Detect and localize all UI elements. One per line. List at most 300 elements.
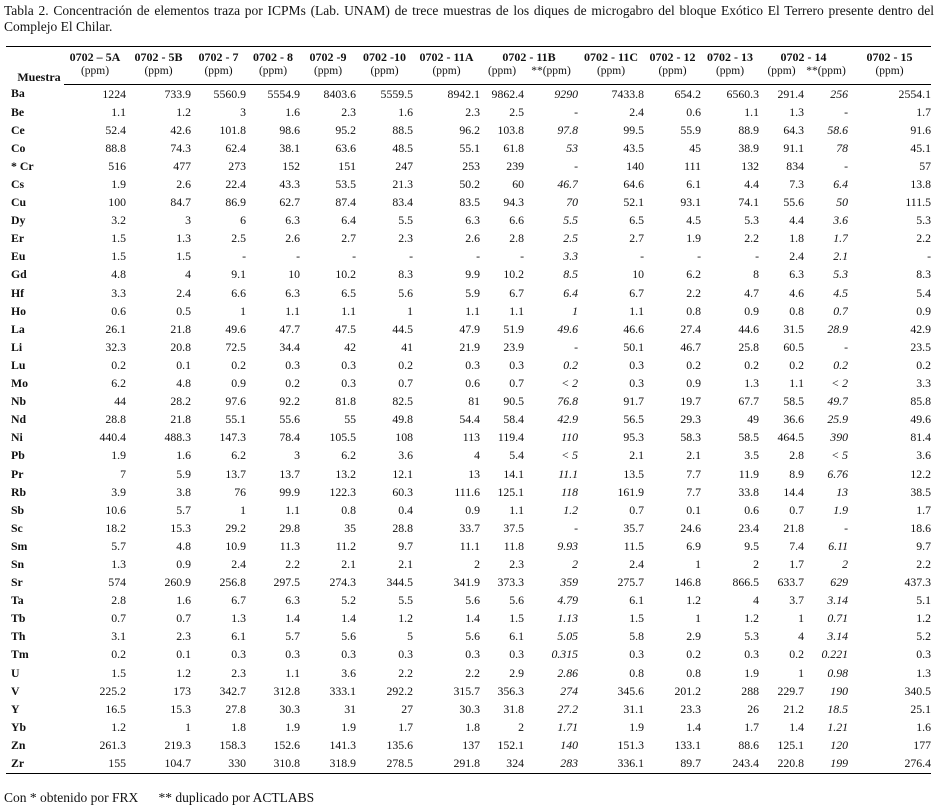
value-cell: 1 (798, 665, 804, 680)
value-cell: 4 (753, 593, 759, 608)
value-cell: 4.8 (176, 538, 191, 553)
value-cell: 88.5 (392, 122, 413, 137)
value-cell: 161.9 (617, 484, 644, 499)
value-cell: 12.2 (910, 466, 931, 481)
table-row (6, 646, 931, 664)
value-cell: 87.4 (335, 195, 356, 210)
value-cell: 49.8 (392, 412, 413, 427)
value-cell: 10.6 (105, 502, 126, 517)
value-cell: 6.3 (789, 267, 804, 282)
value-cell: 7.4 (789, 538, 804, 553)
duplicate-value-cell: 0.2 (563, 357, 578, 372)
value-cell: 229.7 (777, 683, 804, 698)
value-cell: 0.2 (111, 647, 126, 662)
value-cell: 5.5 (398, 213, 413, 228)
value-cell: 42 (344, 339, 356, 354)
value-cell: 274.3 (329, 575, 356, 590)
duplicate-value-cell: 629 (830, 575, 848, 590)
column-header-sample: 0702 – 5A (64, 47, 126, 66)
value-cell: 341.9 (453, 575, 480, 590)
duplicate-value-cell: 4.79 (557, 593, 578, 608)
value-cell: 21.8 (170, 321, 191, 336)
value-cell: 20.8 (170, 339, 191, 354)
duplicate-value-cell: 18.5 (827, 701, 848, 716)
value-cell: 4.4 (789, 213, 804, 228)
value-cell: 6.1 (509, 629, 524, 644)
value-cell: 1.1 (285, 502, 300, 517)
value-cell: - (296, 249, 300, 264)
table-row (6, 537, 931, 555)
duplicate-value-cell: - (844, 520, 848, 535)
value-cell: - (409, 249, 413, 264)
value-cell: 6.7 (231, 593, 246, 608)
value-cell: 1224 (102, 86, 126, 101)
value-cell: 103.8 (497, 122, 524, 137)
value-cell: 0.3 (398, 647, 413, 662)
value-cell: 0.3 (285, 357, 300, 372)
duplicate-value-cell: 0.7 (833, 303, 848, 318)
value-cell: 2.5 (231, 231, 246, 246)
value-cell: 0.6 (111, 303, 126, 318)
value-cell: 2.3 (176, 629, 191, 644)
element-label: Th (11, 629, 26, 644)
element-label: V (11, 683, 20, 698)
value-cell: 13.2 (335, 466, 356, 481)
value-cell: 132 (741, 158, 759, 173)
value-cell: 13.7 (279, 466, 300, 481)
value-cell: 55.9 (680, 122, 701, 137)
value-cell: 86.9 (225, 195, 246, 210)
value-cell: 58.5 (738, 430, 759, 445)
value-cell: 243.4 (701, 754, 759, 773)
value-cell: 84.7 (170, 195, 191, 210)
value-cell: 2.6 (285, 231, 300, 246)
value-cell: 23.3 (680, 701, 701, 716)
value-cell: 60.5 (783, 339, 804, 354)
value-cell: 1.7 (916, 104, 931, 119)
value-cell: 0.9 (176, 556, 191, 571)
value-cell: 6.6 (509, 213, 524, 228)
value-cell: 1.7 (744, 719, 759, 734)
value-cell: 0.2 (916, 357, 931, 372)
value-cell: 247 (395, 158, 413, 173)
duplicate-value-cell: 58.6 (827, 122, 848, 137)
column-header-unit: (ppm) (300, 65, 356, 85)
table-row (6, 429, 931, 447)
value-cell: 2.3 (509, 556, 524, 571)
value-cell: 61.8 (503, 140, 524, 155)
duplicate-value-cell: 27.2 (557, 701, 578, 716)
value-cell: 111 (684, 158, 701, 173)
value-cell: 11.5 (623, 538, 644, 553)
value-cell: 8942.1 (447, 86, 480, 101)
value-cell: 0.7 (176, 611, 191, 626)
value-cell: 5.8 (629, 629, 644, 644)
value-cell: 0.8 (789, 303, 804, 318)
element-label: Zn (11, 737, 26, 752)
value-cell: 0.3 (285, 647, 300, 662)
value-cell: 25.8 (738, 339, 759, 354)
value-cell: 49.6 (225, 321, 246, 336)
value-cell: 342.7 (219, 683, 246, 698)
duplicate-value-cell: 0.221 (821, 647, 848, 662)
value-cell: 1.9 (111, 177, 126, 192)
value-cell: 0.6 (744, 502, 759, 517)
value-cell: 6560.3 (726, 86, 759, 101)
value-cell: 15.3 (170, 520, 191, 535)
value-cell: 35.7 (623, 520, 644, 535)
value-cell: 0.2 (686, 357, 701, 372)
value-cell: 1.4 (686, 719, 701, 734)
table-row (6, 718, 931, 736)
value-cell: 0.4 (398, 502, 413, 517)
duplicate-value-cell: 3.3 (563, 249, 578, 264)
value-cell: 1.5 (629, 611, 644, 626)
value-cell: 45.1 (910, 140, 931, 155)
value-cell: 135.6 (386, 737, 413, 752)
value-cell: 1.3 (231, 611, 246, 626)
value-cell: 0.3 (231, 647, 246, 662)
value-cell: 1.1 (744, 104, 759, 119)
value-cell: 92.2 (279, 394, 300, 409)
value-cell: 104.7 (126, 754, 191, 773)
value-cell: 30.3 (459, 701, 480, 716)
value-cell: 152.6 (273, 737, 300, 752)
duplicate-value-cell: 76.8 (557, 394, 578, 409)
table-row (6, 519, 931, 537)
table-row (6, 754, 931, 773)
value-cell: 0.3 (341, 376, 356, 391)
value-cell: 35 (344, 520, 356, 535)
value-cell: 72.5 (225, 339, 246, 354)
duplicate-value-cell: 199 (804, 754, 848, 773)
value-cell: 6.3 (285, 593, 300, 608)
value-cell: 0.3 (916, 647, 931, 662)
column-header-unit: (ppm) (848, 65, 931, 85)
value-cell: 1.7 (398, 719, 413, 734)
value-cell: 1.5 (176, 249, 191, 264)
duplicate-value-cell: 28.9 (827, 321, 848, 336)
value-cell: 42.9 (910, 321, 931, 336)
value-cell: 5554.9 (267, 86, 300, 101)
duplicate-value-cell: 0.98 (827, 665, 848, 680)
value-cell: 7433.8 (611, 86, 644, 101)
value-cell: 2.2 (744, 231, 759, 246)
element-label: Sn (11, 556, 25, 571)
value-cell: 2.2 (285, 556, 300, 571)
value-cell: 834 (786, 158, 804, 173)
column-header-unit: (ppm) (356, 65, 413, 85)
value-cell: 44.6 (738, 321, 759, 336)
value-cell: 74.3 (170, 140, 191, 155)
element-label: Tb (11, 611, 26, 626)
value-cell: 38.5 (910, 484, 931, 499)
value-cell: 3.6 (398, 448, 413, 463)
value-cell: 45 (689, 140, 701, 155)
value-cell: 6.7 (509, 285, 524, 300)
value-cell: 62.4 (225, 140, 246, 155)
duplicate-value-cell: 3.14 (827, 629, 848, 644)
value-cell: 1 (185, 719, 191, 734)
duplicate-value-cell: < 5 (561, 448, 578, 463)
value-cell: 58.4 (503, 412, 524, 427)
value-cell: 52.1 (623, 195, 644, 210)
duplicate-value-cell: 6.4 (833, 177, 848, 192)
value-cell: 6.3 (285, 213, 300, 228)
table-footnote: Con * obtenido por FRX ** duplicado por ACTLABS (4, 790, 315, 805)
element-label: Tm (11, 647, 29, 662)
value-cell: 5.6 (465, 593, 480, 608)
value-cell: 1.8 (465, 719, 480, 734)
value-cell: 0.2 (111, 357, 126, 372)
value-cell: 3.3 (111, 285, 126, 300)
value-cell: 276.4 (848, 754, 931, 773)
value-cell: 90.5 (503, 394, 524, 409)
value-cell: 4.8 (176, 376, 191, 391)
duplicate-value-cell: 1 (572, 303, 578, 318)
value-cell: 74.1 (738, 195, 759, 210)
value-cell: 14.4 (783, 484, 804, 499)
value-cell: 4.6 (789, 285, 804, 300)
value-cell: 16.5 (105, 701, 126, 716)
value-cell: 8.3 (916, 267, 931, 282)
value-cell: 31.1 (623, 701, 644, 716)
value-cell: 91.6 (910, 122, 931, 137)
value-cell: 0.3 (509, 357, 524, 372)
value-cell: 140 (626, 158, 644, 173)
value-cell: 0.9 (916, 303, 931, 318)
value-cell: 3.7 (789, 593, 804, 608)
value-cell: 0.2 (686, 647, 701, 662)
element-label: Co (11, 140, 26, 155)
duplicate-value-cell: 283 (524, 754, 578, 773)
table-row (6, 483, 931, 501)
table-row (6, 103, 931, 121)
value-cell: 4.5 (686, 213, 701, 228)
element-label: Rb (11, 484, 27, 499)
value-cell: 1.9 (285, 719, 300, 734)
value-cell: 6.2 (341, 448, 356, 463)
value-cell: 19.7 (680, 394, 701, 409)
value-cell: 9.1 (231, 267, 246, 282)
value-cell: 5.6 (465, 629, 480, 644)
value-cell: 5.4 (916, 285, 931, 300)
duplicate-value-cell: 42.9 (557, 412, 578, 427)
value-cell: 9.9 (465, 267, 480, 282)
value-cell: 151.3 (617, 737, 644, 752)
value-cell: 30.3 (279, 701, 300, 716)
table-row (6, 266, 931, 284)
value-cell: 6.3 (465, 213, 480, 228)
value-cell: 239 (506, 158, 524, 173)
duplicate-value-cell: 2.1 (833, 249, 848, 264)
value-cell: 333.1 (329, 683, 356, 698)
duplicate-value-cell: - (844, 158, 848, 173)
value-cell: 55.6 (279, 412, 300, 427)
table-row (6, 230, 931, 248)
value-cell: 3 (294, 448, 300, 463)
table-row (6, 501, 931, 519)
element-label: Cu (11, 195, 27, 210)
value-cell: 51.9 (503, 321, 524, 336)
value-cell: 654.2 (674, 86, 701, 101)
value-cell: 33.7 (459, 520, 480, 535)
element-label: Pr (11, 466, 24, 481)
value-cell: 0.9 (465, 502, 480, 517)
value-cell: 133.1 (674, 737, 701, 752)
element-label: Be (11, 104, 25, 119)
value-cell: 4 (474, 448, 480, 463)
column-header-sample: 0702 - 8 (246, 47, 300, 66)
value-cell: 177 (913, 737, 931, 752)
value-cell: 1.2 (111, 719, 126, 734)
value-cell: 2.8 (789, 448, 804, 463)
value-cell: 1.3 (176, 231, 191, 246)
value-cell: 101.8 (219, 122, 246, 137)
value-cell: 0.2 (789, 647, 804, 662)
table-row (6, 411, 931, 429)
table-row (6, 736, 931, 754)
trace-element-table (6, 46, 931, 774)
column-header-sample: 0702 - 11A (413, 47, 480, 66)
table-row (6, 284, 931, 302)
value-cell: - (520, 249, 524, 264)
table-row (6, 447, 931, 465)
value-cell: 28.2 (170, 394, 191, 409)
value-cell: 5.3 (916, 213, 931, 228)
value-cell: 58.5 (783, 394, 804, 409)
value-cell: 2.4 (176, 285, 191, 300)
duplicate-value-cell: < 5 (831, 448, 848, 463)
element-label: Yb (11, 719, 27, 734)
value-cell: 0.3 (341, 357, 356, 372)
value-cell: 3.9 (111, 484, 126, 499)
value-cell: 336.1 (578, 754, 644, 773)
duplicate-value-cell: 2.86 (557, 665, 578, 680)
value-cell: 0.3 (465, 357, 480, 372)
value-cell: 1 (240, 303, 246, 318)
column-header-sample: 0702 - 13 (701, 47, 759, 66)
value-cell: 278.5 (356, 754, 413, 773)
value-cell: - (476, 249, 480, 264)
value-cell: 2.6 (465, 231, 480, 246)
value-cell: 1.2 (744, 611, 759, 626)
value-cell: 5 (407, 629, 413, 644)
value-cell: 0.1 (176, 647, 191, 662)
value-cell: 42.6 (170, 122, 191, 137)
value-cell: 97.6 (225, 394, 246, 409)
value-cell: 8 (753, 267, 759, 282)
column-header-sample: 0702 - 5B (126, 47, 191, 66)
value-cell: 1.3 (744, 376, 759, 391)
value-cell: 152 (282, 158, 300, 173)
value-cell: 60 (512, 177, 524, 192)
column-header-unit: (ppm) (701, 65, 759, 85)
value-cell: 53.5 (335, 177, 356, 192)
value-cell: 1.1 (111, 104, 126, 119)
value-cell: 1.6 (176, 448, 191, 463)
value-cell: 1.9 (629, 719, 644, 734)
value-cell: 3 (240, 104, 246, 119)
value-cell: - (242, 249, 246, 264)
value-cell: 13.5 (623, 466, 644, 481)
duplicate-value-cell: 9290 (554, 86, 578, 101)
element-label: Er (11, 231, 25, 246)
element-label: Ce (11, 122, 25, 137)
table-caption: Tabla 2. Concentración de elementos traza por ICPMs (Lab. UNAM) de trece muestras de los diques de microgabro del bloque Exótico El Terrero presente dentro del Complejo El Chilar. (4, 3, 934, 34)
value-cell: 220.8 (759, 754, 804, 773)
table-row (6, 610, 931, 628)
value-cell: 1.4 (341, 611, 356, 626)
table-row (6, 139, 931, 157)
duplicate-value-cell: 97.8 (557, 122, 578, 137)
table-row (6, 212, 931, 230)
table-row (6, 338, 931, 356)
value-cell: 5.9 (176, 466, 191, 481)
value-cell: - (697, 249, 701, 264)
table-row (6, 682, 931, 700)
value-cell: 3.6 (916, 448, 931, 463)
value-cell: 1.2 (176, 104, 191, 119)
value-cell: 3.3 (916, 376, 931, 391)
value-cell: 225.2 (99, 683, 126, 698)
value-cell: 83.4 (392, 195, 413, 210)
value-cell: 85.8 (910, 394, 931, 409)
value-cell: 4.8 (111, 267, 126, 282)
value-cell: 99.5 (623, 122, 644, 137)
value-cell: 2.1 (686, 448, 701, 463)
value-cell: 340.5 (904, 683, 931, 698)
element-label: Sr (11, 575, 23, 590)
value-cell: 88.9 (738, 122, 759, 137)
table-row (6, 465, 931, 483)
value-cell: 6.6 (231, 285, 246, 300)
value-cell: 55.1 (225, 412, 246, 427)
value-cell: 2.7 (629, 231, 644, 246)
value-cell: 1.1 (341, 303, 356, 318)
value-cell: 64.6 (623, 177, 644, 192)
value-cell: 2 (474, 556, 480, 571)
value-cell: 5.1 (916, 593, 931, 608)
value-cell: 1.9 (744, 665, 759, 680)
element-label: Nd (11, 412, 27, 427)
value-cell: 1.1 (465, 303, 480, 318)
column-header-sample: 0702 - 15 (848, 47, 931, 66)
value-cell: 52.4 (105, 122, 126, 137)
value-cell: 10.9 (225, 538, 246, 553)
value-cell: 10.2 (335, 267, 356, 282)
value-cell: 256.8 (219, 575, 246, 590)
value-cell: 2.2 (916, 556, 931, 571)
value-cell: 1.5 (111, 231, 126, 246)
value-cell: - (640, 249, 644, 264)
value-cell: 5.3 (744, 213, 759, 228)
value-cell: 94.3 (503, 195, 524, 210)
value-cell: 477 (173, 158, 191, 173)
duplicate-value-cell: 0.315 (551, 647, 578, 662)
table-row (6, 356, 931, 374)
value-cell: 1.6 (176, 593, 191, 608)
column-header-sample: 0702 - 11B (480, 47, 578, 66)
duplicate-value-cell: 2 (572, 556, 578, 571)
value-cell: 91.1 (783, 140, 804, 155)
element-label: Sb (11, 502, 25, 517)
table-row (6, 157, 931, 175)
value-cell: 151 (338, 158, 356, 173)
value-cell: 29.8 (279, 520, 300, 535)
value-cell: 100 (108, 195, 126, 210)
value-cell: 2.4 (231, 556, 246, 571)
